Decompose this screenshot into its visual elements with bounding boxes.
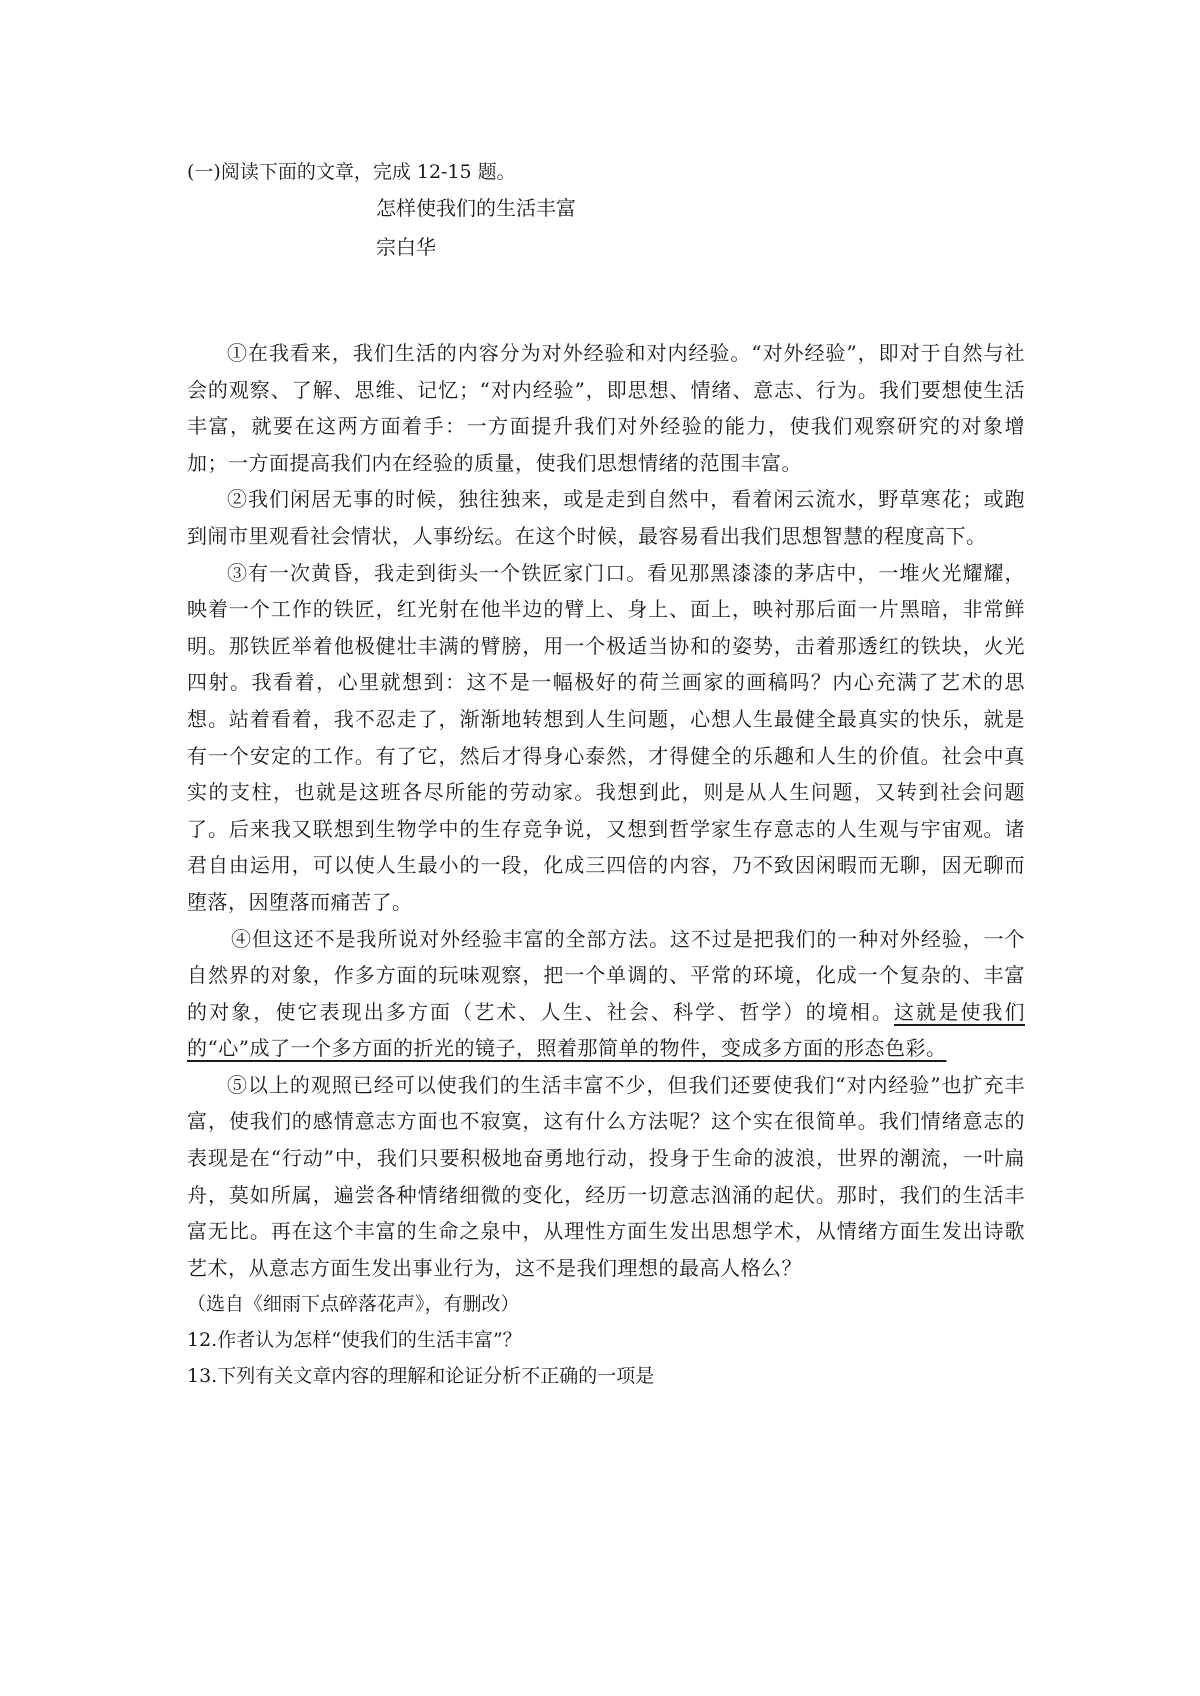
paragraph-3: ③有一次黄昏，我走到街头一个铁匠家门口。看见那黑漆漆的茅店中，一堆火光耀耀，映着一个工作的铁匠，红光射在他半边的臂上、身上、面上，映衬那后面一片黑暗，非常鲜明。那铁匠举着他极健壮丰满的臂膀，用一个极适当协和的姿势，击着那透红的铁块，火光四射。我看着，心里就想到：这不是一幅极好的荷兰画家的画稿吗？内心充满了艺术的思想。站着看着，我不忍走了，渐渐地转想到人生问题，心想人生最健全最真实的快乐，就是有一个安定的工作。有了它，然后才得身心泰然，才得健全的乐趣和人生的价值。社会中真实的支柱，也就是这班各尽所能的劳动家。我想到此，则是从人生问题，又转到社会问题了。后来我又联想到生物学中的生存竞争说，又想到哲学家生存意志的人生观与宇宙观。诸君自由运用，可以使人生最小的一段，化成三四倍的内容，乃不致因闲暇而无聊，因无聊而堕落，因堕落而痛苦了。 [187, 560, 1025, 914]
paragraph-5: ⑤以上的观照已经可以使我们的生活丰富不少，但我们还要使我们“对内经验”也扩充丰富，使我们的感情意志方面也不寂寞，这有什么方法呢？这个实在很简单。我们情绪意志的表现是在“行动”中，我们只要积极地奋勇地行动，投身于生命的波浪，世界的潮流，一叶扁舟，莫如所属，遍尝各种情绪细微的变化，经历一切意志汹涌的起伏。那时，我们的生活丰富无比。再在这个丰富的生命之泉中，从理性方面生发出思想学术，从情绪方面生发出诗歌艺术，从意志方面生发出事业行为，这不是我们理想的最高人格么？ [187, 1072, 1025, 1280]
article-body [187, 335, 1025, 1394]
paragraph-4-text: ④但这还不是我所说对外经验丰富的全部方法。这不过是把我们的一种对外经验，一个自然界的对象，作多方面的玩味观察，把一个单调的、平常的环境，化成一个复杂的、丰富的对象，使它表现出多方面（艺术、人生、社会、科学、哲学）的境相。 [187, 926, 1025, 1024]
article-source: （选自《细雨下点碎落花声》，有删改） [187, 1293, 520, 1316]
question-12: 12.作者认为怎样“使我们的生活丰富”？ [187, 1329, 522, 1352]
article-title: 怎样使我们的生活丰富 [376, 196, 576, 220]
paragraph-2: ②我们闲居无事的时候，独往独来，或是走到自然中，看着闲云流水，野草寒花；或跑到闹市里观看社会情状，人事纷纭。在这个时候，最容易看出我们思想智慧的程度高下。 [187, 487, 1025, 548]
paragraph-1: ①在我看来，我们生活的内容分为对外经验和对内经验。“对外经验”，即对于自然与社会的观察、了解、思维、记忆；“对内经验”，即思想、情绪、意志、行为。我们要想使生活丰富，就要在这两方面着手：一方面提升我们对外经验的能力，使我们观察研究的对象增加；一方面提高我们内在经验的质量，使我们思想情绪的范围丰富。 [187, 341, 1025, 475]
reading-instruction: (一)阅读下面的文章，完成 12-15 题。 [187, 161, 516, 183]
article-author: 宗白华 [376, 235, 436, 259]
paragraph-4-underlined-sentence: 这就是使我们的“心”成了一个多方面的折光的镜子，照着那简单的物件，变成多方面的形态色彩。 [187, 999, 1026, 1061]
paragraph-4 [187, 921, 1025, 1067]
question-13: 13.下列有关文章内容的理解和论证分析不正确的一项是 [187, 1365, 655, 1388]
